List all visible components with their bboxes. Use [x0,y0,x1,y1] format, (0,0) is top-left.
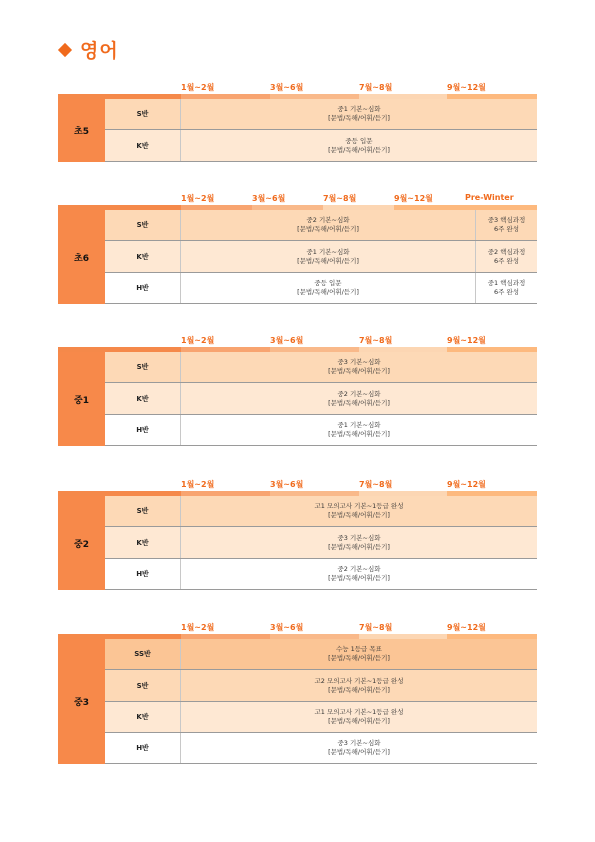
pre-winter-content [475,273,537,303]
pre-winter-course: 중1 핵심과정 [487,279,526,287]
course-title: 중3 기본~심화 [337,739,381,747]
grade-label: 중3 [58,639,105,764]
course-content [181,383,537,414]
course-title: 중3 기본~심화 [337,533,381,542]
period-label: 9월~12월 [394,194,433,203]
period-label: 3월~6월 [270,623,304,632]
period-label: 1월~2월 [181,480,215,489]
class-row [105,639,537,670]
period-label: 1월~2월 [181,194,215,203]
course-areas: [문법/독해/어휘/듣기] [328,430,390,438]
class-rows [58,210,537,304]
course-areas: [문법/독해/어휘/듣기] [328,542,390,551]
class-row [105,527,537,559]
course-content [181,733,537,763]
class-name: H반 [105,415,181,445]
class-row [105,559,537,590]
course-areas: [문법/독해/어휘/듣기] [328,367,390,375]
grade-label: 초6 [58,210,105,304]
course-areas: [문법/독해/어휘/듣기] [328,717,390,725]
course-content [181,130,537,161]
class-name: S반 [105,352,181,382]
period-label: Pre-Winter [465,193,514,202]
pre-winter-content [475,210,537,240]
course-areas: [문법/독해/어휘/듣기] [328,654,390,662]
period-label: 7월~8월 [359,623,393,632]
course-areas: [문법/독해/어휘/듣기] [328,511,390,519]
pre-winter-duration: 6주 완성 [493,288,520,296]
course-title: 중2 기본~심화 [306,216,350,224]
course-content [181,99,537,129]
course-content [181,210,475,240]
course-title: 중1 기본~심화 [337,421,381,429]
diamond-bullet-icon [58,42,72,56]
grade-label: 초5 [58,99,105,162]
period-label: 7월~8월 [359,83,393,92]
course-title: 고1 모의고사 기본~1등급 완성 [314,502,404,510]
class-name: K반 [105,241,181,272]
period-label: 7월~8월 [323,194,357,203]
grade-label: 중1 [58,352,105,446]
course-areas: [문법/독해/어휘/듣기] [297,288,359,296]
course-title: 중2 기본~심화 [337,389,381,398]
course-content [181,273,475,303]
class-row [105,130,537,162]
course-content [181,415,537,445]
course-content [181,670,537,701]
period-label: 1월~2월 [181,336,215,345]
course-content [181,352,537,382]
class-name: K반 [105,702,181,732]
course-areas: [문법/독해/어휘/듣기] [328,398,390,407]
course-title: 중등 입문 [345,136,373,145]
course-areas: [문법/독해/어휘/듣기] [328,574,390,582]
page-title [58,36,119,63]
class-row [105,415,537,446]
class-row [105,352,537,383]
period-label: 7월~8월 [359,480,393,489]
class-row [105,383,537,415]
pre-winter-content [475,241,537,272]
class-name: K반 [105,527,181,558]
class-row [105,99,537,130]
course-title: 중1 기본~심화 [306,247,350,256]
class-rows [58,99,537,162]
period-label: 9월~12월 [447,336,486,345]
course-title: 수능 1등급 목표 [336,645,382,653]
pre-winter-course: 중3 핵심과정 [487,216,526,224]
pre-winter-duration: 6주 완성 [493,225,520,233]
pre-winter-course: 중2 핵심과정 [487,247,526,256]
course-content [181,702,537,732]
class-name: H반 [105,559,181,589]
course-areas: [문법/독해/어휘/듣기] [328,685,390,694]
class-row [105,210,537,241]
class-name: K반 [105,383,181,414]
class-name: K반 [105,130,181,161]
course-title: 중등 입문 [314,279,342,287]
class-rows [58,496,537,590]
class-name: S반 [105,99,181,129]
period-label: 1월~2월 [181,83,215,92]
class-rows [58,639,537,764]
grade-label: 중2 [58,496,105,590]
class-row [105,496,537,527]
class-name: S반 [105,496,181,526]
class-row [105,273,537,304]
class-name: SS반 [105,639,181,669]
period-label: 1월~2월 [181,623,215,632]
period-label: 9월~12월 [447,83,486,92]
period-label: 3월~6월 [270,83,304,92]
course-title: 고2 모의고사 기본~1등급 완성 [314,676,404,685]
period-label: 3월~6월 [252,194,286,203]
period-label: 3월~6월 [270,336,304,345]
course-title: 중1 기본~심화 [337,105,381,113]
course-content [181,241,475,272]
course-areas: [문법/독해/어휘/듣기] [328,114,390,122]
course-areas: [문법/독해/어휘/듣기] [328,748,390,756]
class-row [105,702,537,733]
class-row [105,733,537,764]
course-title: 중3 기본~심화 [337,358,381,366]
course-title: 중2 기본~심화 [337,565,381,573]
class-name: S반 [105,210,181,240]
class-row [105,241,537,273]
class-row [105,670,537,702]
period-label: 3월~6월 [270,480,304,489]
course-content [181,527,537,558]
course-areas: [문법/독해/어휘/듣기] [297,225,359,233]
course-content [181,639,537,669]
class-name: S반 [105,670,181,701]
course-areas: [문법/독해/어휘/듣기] [328,145,390,154]
class-rows [58,352,537,446]
course-areas: [문법/독해/어휘/듣기] [297,256,359,265]
period-label: 9월~12월 [447,480,486,489]
course-content [181,496,537,526]
period-label: 9월~12월 [447,623,486,632]
course-title: 고1 모의고사 기본~1등급 완성 [314,708,404,716]
class-name: H반 [105,733,181,763]
period-label: 7월~8월 [359,336,393,345]
page-title-text: 영어 [80,40,119,62]
course-content [181,559,537,589]
class-name: H반 [105,273,181,303]
pre-winter-duration: 6주 완성 [493,256,520,265]
